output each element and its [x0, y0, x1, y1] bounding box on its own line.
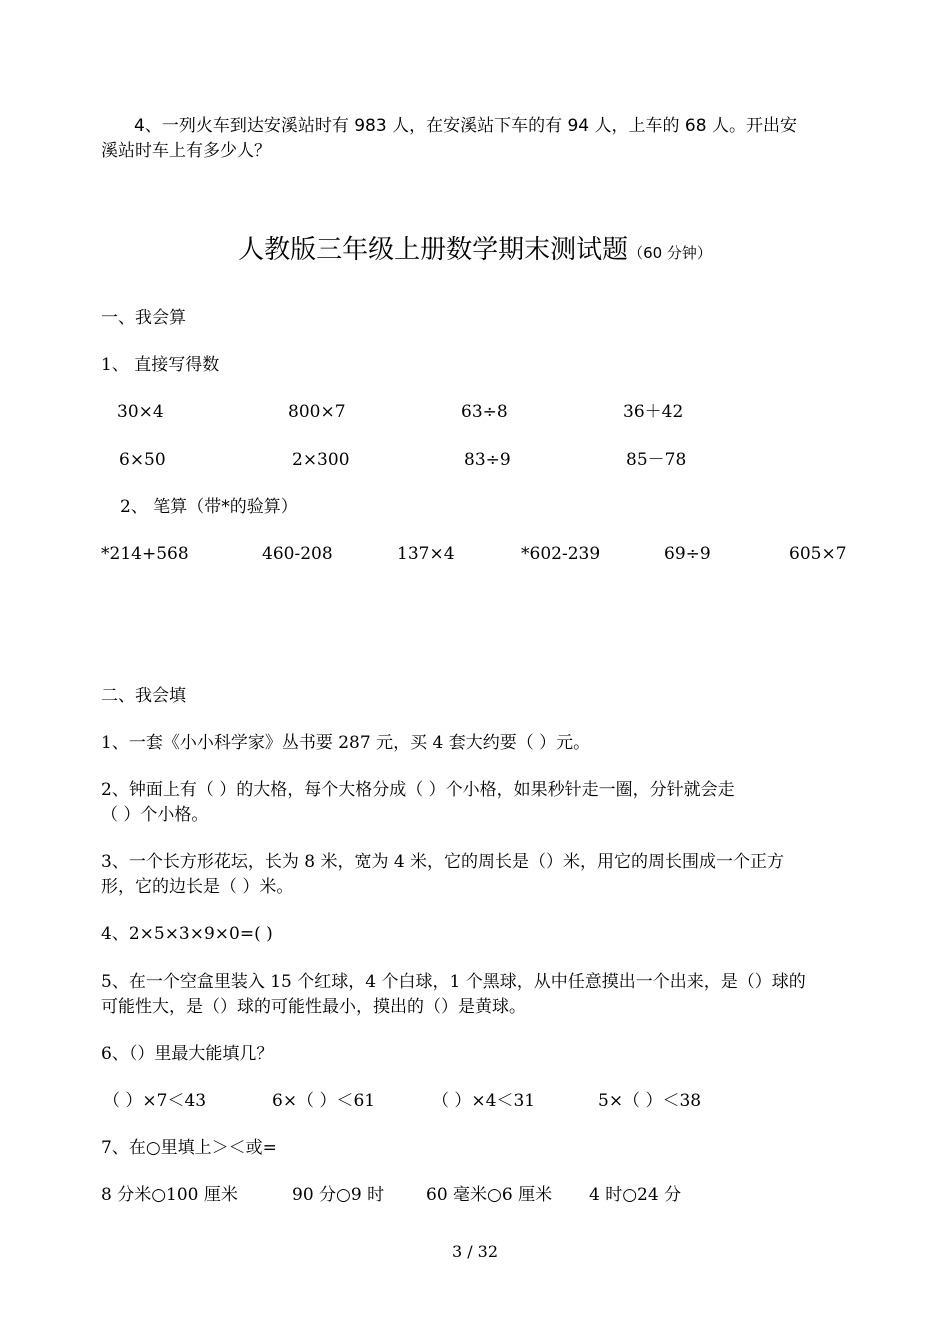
question-2-line-1: 2、钟面上有（ ）的大格，每个大格分成（ ）个小格，如果秒针走一圈，分针就会走	[101, 780, 735, 800]
question-3-line-1: 3、一个长方形花坛，长为 8 米，宽为 4 米，它的周长是（）米，用它的周长围成一个正方	[101, 852, 785, 872]
section-2-heading: 二、我会填	[101, 686, 186, 706]
calc-item: 83÷9	[464, 450, 511, 470]
calc-item: 63÷8	[461, 402, 508, 422]
calc-item: 85－78	[626, 450, 687, 470]
compare-item: 60 毫米○6 厘米	[426, 1185, 553, 1205]
fill-item: 6×（ ）＜61	[272, 1091, 376, 1111]
calc-item: 69÷9	[664, 544, 711, 564]
section-1-heading: 一、我会算	[101, 308, 186, 328]
fill-item: （ ）×7＜43	[103, 1091, 207, 1111]
question-4: 4、2×5×3×9×0=( )	[101, 924, 273, 944]
page-number: 3 / 32	[451, 1242, 499, 1261]
question-7: 7、在○里填上＞＜或=	[101, 1138, 277, 1158]
title-main: 人教版三年级上册数学期末测试题	[238, 235, 629, 265]
question-5-line-2: 可能性大，是（）球的可能性最小，摸出的（）是黄球。	[101, 997, 526, 1017]
calc-item: 460-208	[262, 544, 333, 564]
compare-item: 90 分○9 时	[292, 1185, 385, 1205]
calc-item: 30×4	[117, 402, 164, 422]
problem-4-line-1: 4、一列火车到达安溪站时有 983 人，在安溪站下车的有 94 人，上车的 68 人。开出安	[134, 116, 797, 136]
calc-item: 6×50	[119, 450, 166, 470]
page-title	[0, 230, 950, 273]
problem-4-line-2: 溪站时车上有多少人？	[101, 141, 271, 161]
calc-item: 605×7	[789, 544, 847, 564]
question-1: 1、一套《小小科学家》丛书要 287 元，买 4 套大约要（ ）元。	[101, 733, 591, 753]
section-1-sub-2: 2、 笔算（带*的验算）	[120, 497, 298, 517]
question-5-line-1: 5、在一个空盒里装入 15 个红球，4 个白球，1 个黑球，从中任意摸出一个出来，是（）球的	[101, 972, 806, 992]
title-duration: （60 分钟）	[628, 244, 712, 262]
calc-item: 2×300	[292, 450, 350, 470]
section-1-sub-1: 1、 直接写得数	[101, 355, 220, 375]
calc-item: *214+568	[101, 544, 189, 564]
compare-item: 8 分米○100 厘米	[101, 1185, 238, 1205]
fill-item: （ ）×4＜31	[432, 1091, 536, 1111]
fill-item: 5×（ ）＜38	[598, 1091, 702, 1111]
calc-item: 800×7	[288, 402, 346, 422]
question-3-line-2: 形，它的边长是（ ）米。	[101, 877, 294, 897]
calc-item: *602-239	[521, 544, 601, 564]
calc-item: 36＋42	[623, 402, 684, 422]
question-2-line-2: （ ）个小格。	[101, 805, 209, 825]
question-6: 6、（）里最大能填几？	[101, 1044, 274, 1064]
compare-item: 4 时○24 分	[589, 1185, 682, 1205]
calc-item: 137×4	[397, 544, 455, 564]
